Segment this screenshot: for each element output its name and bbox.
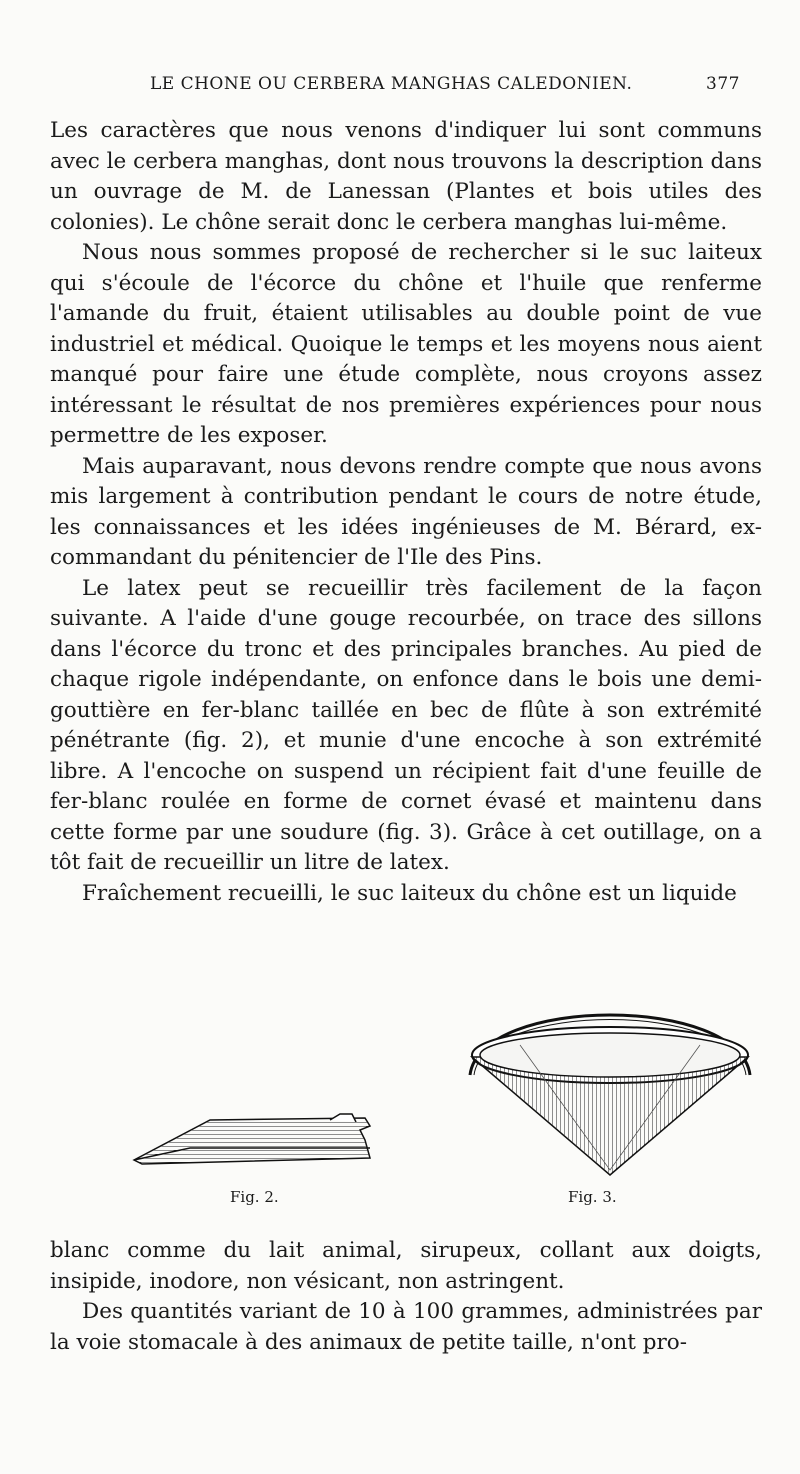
body-text-bottom <box>50 1236 762 1358</box>
paragraph: Fraîchement recueilli, le suc laiteux du chône est un liquide <box>82 880 737 906</box>
page-number: 377 <box>706 74 740 94</box>
paragraph: Mais auparavant, nous devons rendre compte que nous avons mis largement à contribution pendant le cours de notre étude, les connaissances et les idées ingénieuses de M. Bérard, ex-commandant du pénitencier de l'Ile des Pins. <box>50 453 762 570</box>
figures-area <box>120 985 780 1220</box>
body-text-top <box>50 116 762 909</box>
paragraph: Nous nous sommes proposé de rechercher si le suc laiteux qui s'écoule de l'écorce du chône et l'huile que renferme l'amande du fruit, étaient utilisables au double point de vue industriel et médical. Quoique le temps et les moyens nous aient manqué pour faire une étude complète, nous croyons assez intéressant le résultat de nos premières expériences pour nous permettre de les exposer. <box>50 240 762 448</box>
fig2-caption: Fig. 2. <box>230 1188 279 1206</box>
paragraph: Des quantités variant de 10 à 100 grammes, administrées par la voie stomacale à des animaux de petite taille, n'ont pro- <box>50 1299 762 1355</box>
paragraph: Les caractères que nous venons d'indiquer lui sont communs avec le cerbera manghas, dont nous trouvons la description dans un ouvrage de M. de Lanessan (Plantes et bois utiles des colonies). Le chône serait donc le cerbera manghas lui-même. <box>50 118 762 235</box>
fig3-caption: Fig. 3. <box>568 1188 617 1206</box>
running-header <box>150 74 740 104</box>
fig3-funnel-illustration <box>460 985 760 1185</box>
running-title: LE CHONE OU CERBERA MANGHAS CALEDONIEN. <box>150 74 633 94</box>
fig2-gutter-illustration <box>130 1090 390 1180</box>
paragraph: Le latex peut se recueillir très facilement de la façon suivante. A l'aide d'une gouge recourbée, on trace des sillons dans l'écorce du tronc et des principales branches. Au pied de chaque rigole indépendante, on enfonce dans le bois une demi-gouttière en fer-blanc taillée en bec de flûte à son extrémité pénétrante (fig. 2), et munie d'une encoche à son extrémité libre. A l'encoche on suspend un récipient fait d'une feuille de fer-blanc roulée en forme de cornet évasé et maintenu dans cette forme par une soudure (fig. 3). Grâce à cet outillage, on a tôt fait de recueillir un litre de latex. <box>50 575 762 875</box>
paragraph: blanc comme du lait animal, sirupeux, collant aux doigts, insipide, inodore, non vésicant, non astringent. <box>50 1238 762 1294</box>
